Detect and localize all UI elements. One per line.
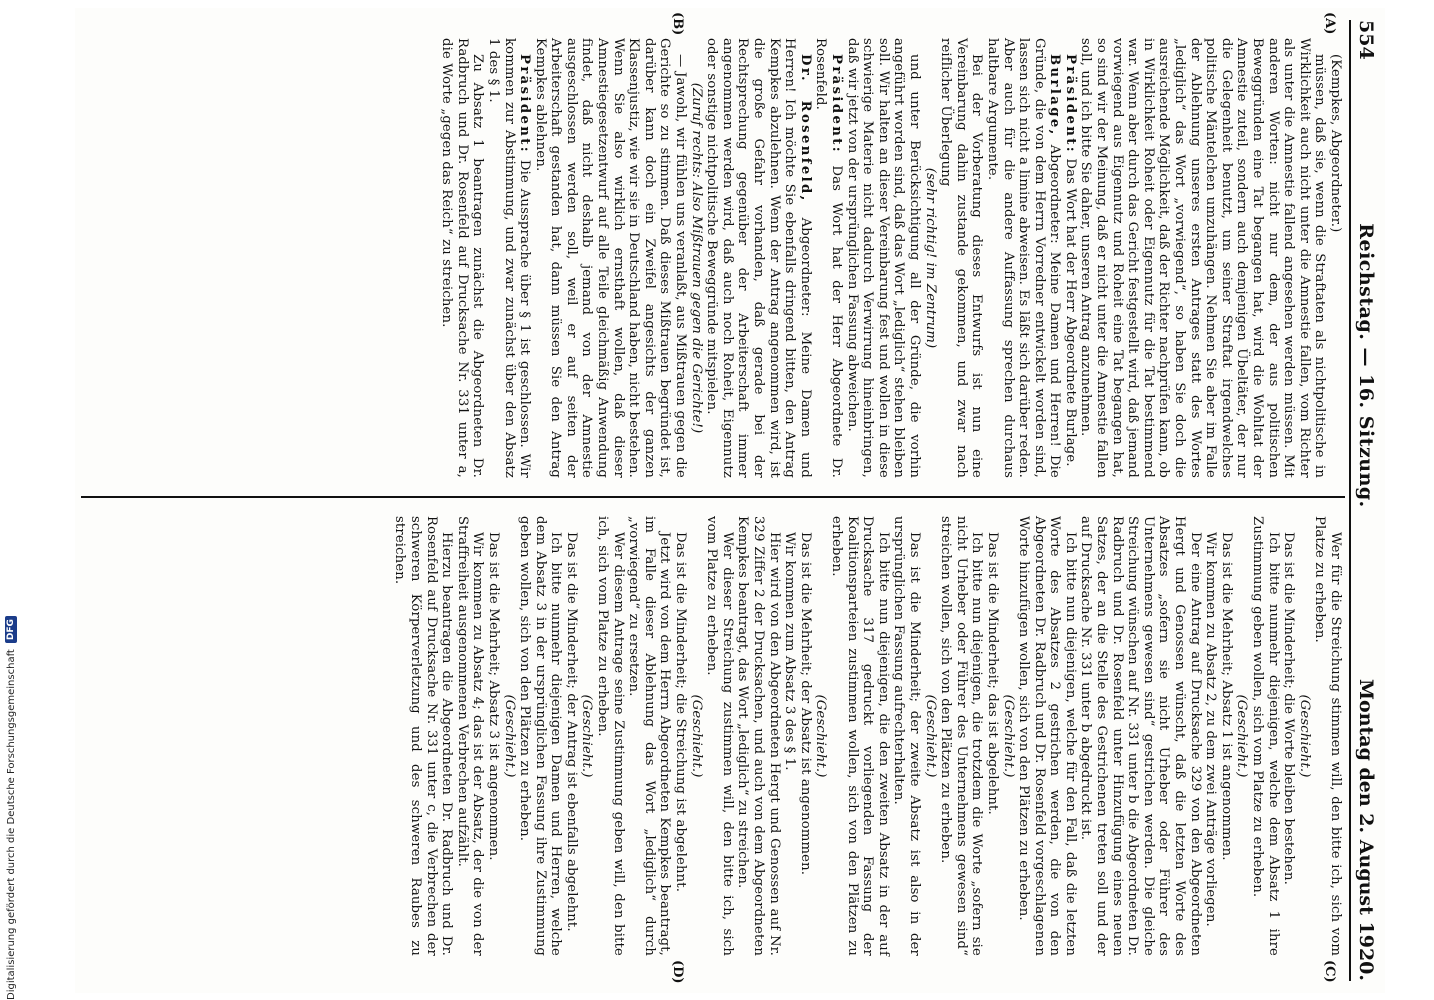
speech-text: Das Wort hat der Herr Abgeordnete Dr. Rosenfeld. xyxy=(813,38,844,478)
paragraph: Bei der Vorberatung dieses Entwurfs ist nun eine Vereinbarung dahin zustande gekommen, und zwar nach reiflicher Überlegung xyxy=(938,38,985,478)
paragraph: Ich bitte nunmehr diejenigen Damen und Herren, welche dem Absatz 3 in der ursprünglichen Fassung ihre Zustimmung geben wollen, sich von den Plätzen zu erheben. xyxy=(517,516,564,956)
paragraph: Das ist die Mehrheit; der Absatz ist angenommen. xyxy=(797,532,813,876)
speech-text: Abgeordneter: Meine Damen und Herren! Die Gründe, die von dem Herrn Vorredner entwickelt worden sind, lassen sich nicht a limine abweisen. Es läßt sich darüber reden. Aber auch für die andere Auffassung sprechen durchaus haltbare Argumente. xyxy=(984,38,1063,478)
speech-text: Die Aussprache über § 1 ist geschlossen. Wir kommen zur Abstimmung, und zwar zunächst über den Absatz 1 des § 1. xyxy=(485,38,533,478)
margin-mark-b: (B) xyxy=(670,12,685,36)
paragraph: Ich bitte nun diejenigen, welche für den Fall, daß die letzten Worte des Absatzes 2 gestrichen werden, die von den Abgeordneten Dr. Radbruch und Dr. Rosenfeld vorgeschlagenen Worte hinzufügen wollen, sich von den Plätzen zu erheben. xyxy=(1016,516,1078,956)
paragraph: Der eine Antrag auf Drucksache 329 von den Abgeordneten Hergt und Genossen wünscht, daß die letzten Worte des Absatzes „sofern sie nicht Urheber oder Führer des Unternehmens gewesen sind“ gestrichen werden. Die gleiche Streichung wünschen auf Nr. 331 unter b die Abgeordneten Dr. Radbruch und Dr. Rosenfeld unter Hinzufügung eines neuen Satzes, der an die Stelle des Gestrichenen treten soll und der auf Drucksache Nr. 331 unter b abgedruckt ist. xyxy=(1078,516,1203,956)
interjection: (sehr richtig! im Zentrum) xyxy=(922,167,938,349)
interjection: (Zuruf rechts: Also Mißtrauen gegen die Gerichte!) xyxy=(688,82,704,434)
dfg-logo-icon: DFG xyxy=(5,616,17,643)
speaker-name: Burlage, xyxy=(1047,54,1063,137)
paragraph: Wir kommen zu Absatz 4; das ist der Absatz, der die von der Straffreiheit ausgenommenen Verbrechen aufzählt. xyxy=(454,516,486,956)
speaker-paragraph xyxy=(1062,38,1078,478)
paragraph: Ich bitte nunmehr diejenigen, welche dem Absatz 1 ihre Zustimmung geben wollen, sich vom Platze zu erheben. xyxy=(1250,516,1281,956)
paragraph: Wer dieser Streichung zustimmen will, den bitte ich, sich vom Platze zu erheben. xyxy=(704,516,735,956)
speaker-name: Präsident: xyxy=(1062,54,1078,155)
header-title: Reichstag. — 16. Sitzung. xyxy=(1355,223,1377,508)
speaker-paragraph xyxy=(813,38,844,478)
paragraph: Ich bitte nun diejenigen, die trotzdem die Worte „sofern sie nicht Urheber oder Führer des Unternehmens gewesen sind“ streichen wollen, sich von den Plätzen zu erheben. xyxy=(938,516,985,956)
speaker-paragraph xyxy=(704,38,813,478)
speaker-name: Präsident: xyxy=(829,54,844,155)
digitization-credit xyxy=(2,10,20,1000)
paragraph: Das ist die Minderheit; das ist abgelehnt. xyxy=(984,532,1000,815)
paragraph: (Kempkes, Abgeordneter.) xyxy=(1328,54,1343,233)
interjection: (Geschieht.) xyxy=(1296,694,1312,778)
paragraph: Hier wird von den Abgeordneten Hergt und Genossen auf Nr. 329 Ziffer 2 der Drucksachen, und auch von dem Abgeordneten Kempkes beantragt, das Wort „lediglich“ zu streichen. xyxy=(735,516,782,956)
credit-text: Digitalisierung gefördert durch die Deutsche Forschungsgemeinschaft xyxy=(5,649,17,1000)
paragraph: Jetzt wird von dem Herrn Abgeordneten Kempkes beantragt, im Falle dieser Ablehnung das Wort „lediglich“ durch „vorwiegend“ zu ersetzen. xyxy=(626,516,673,956)
running-header xyxy=(1349,20,1381,981)
margin-mark-c: (C) xyxy=(1322,960,1337,983)
speaker-name: Präsident: xyxy=(517,54,533,155)
margin-mark-d: (D) xyxy=(670,960,685,984)
left-column xyxy=(85,38,1343,478)
paragraph: Wir kommen zu Absatz 2, zu dem zwei Anträge vorliegen. xyxy=(1203,532,1219,927)
interjection: (Geschieht.) xyxy=(501,694,517,778)
right-column xyxy=(85,516,1343,956)
scanned-page xyxy=(75,8,1385,993)
margin-mark-a: (A) xyxy=(1322,12,1337,35)
speech-text: Abgeordneter: Meine Damen und Herren! Ich möchte Sie ebenfalls dringend bitten, den Antrag Kempkes abzulehnen. Wenn der Antrag angenommen wird, ist die große Gefahr vorhanden, daß gerade bei der Rechtsprechung gegenüber der Arbeiterschaft immer angenommen werden wird, daß auch noch Roheit, Eigennutz oder sonstige nichtpolitische Beweggründe mitspielen. xyxy=(704,38,813,478)
paragraph: Das ist die Minderheit; der Antrag ist ebenfalls abgelehnt. xyxy=(563,532,579,932)
paragraph: — Jawohl, wir fühlen uns veranlaßt, aus Mißtrauen gegen die Gerichte so zu stimmen. Daß dieses Mißtrauen begründet ist, darüber kann doch ein Zweifel angesichts der ganzen Klassenjustiz, wie wir sie in Deutschland haben, nicht bestehen. Wenn Sie also wirklich ernsthaft wollen, daß dieser Amnestiegesetzentwurf auf alle Teile gleichmäßig Anwendung findet, daß nicht deshalb jemand von der Amnestie ausgeschlossen werden soll, weil er auf seiten der Arbeiterschaft gestanden hat, dann müssen Sie den Antrag Kempkes ablehnen. xyxy=(532,38,689,478)
paragraph: Wir kommen zum Absatz 3 des § 1. xyxy=(782,532,798,771)
speaker-name: Dr. Rosenfeld, xyxy=(797,54,813,203)
speaker-paragraph xyxy=(984,38,1062,478)
paragraph: Das ist die Minderheit; die Streichung ist abgelehnt. xyxy=(673,532,689,893)
interjection: (Geschieht.) xyxy=(813,694,829,778)
speaker-paragraph xyxy=(485,38,532,478)
paragraph: Das ist die Mehrheit; Absatz 3 ist angenommen. xyxy=(485,532,501,861)
paragraph: und unter Berücksichtigung all der Gründe, die vorhin angeführt worden sind, daß das Wort „lediglich“ stehen bleiben soll. Wir halten an dieser Vereinbarung fest und wollen in diese schwierige Materie nicht dadurch Verwirrung hineinbringen, daß wir jetzt von der ursprünglichen Fassung abweichen. xyxy=(844,38,922,478)
page-number: 554 xyxy=(1355,20,1377,60)
paragraph: müssen, daß sie, wenn die Straftaten als nichtpolitische in Wirklichkeit auch nicht unter die Amnestie fallen, vom Richter als unter die Amnestie fallend angesehen werden müssen. Mit anderen Worten: nicht nur dem, der aus politischen Beweggründen eine Tat begangen hat, wird die Wohltat der Amnestie zuteil, sondern auch demjenigen Übeltäter, der nur die Gelegenheit benutzt, um seiner Straftat irgendwelches politische Mäntelchen umzuhängen. Nehmen Sie aber im Falle der Ablehnung unseres ersten Antrages statt des Wortes „lediglich“ das Wort „vorwiegend“, so haben Sie doch die ausreichende Möglichkeit, daß der Richter nachprüfen kann, ob in Wirklichkeit Roheit oder Eigennutz für die Tat bestimmend war. Wenn aber durch das Gericht festgestellt wird, daß jemand vorwiegend aus Eigennutz und Roheit eine Tat begangen hat, so sind wir der Meinung, daß er nicht unter die Amnestie fallen soll, und ich bitte Sie daher, unseren Antrag anzunehmen. xyxy=(1078,38,1328,478)
paragraph: Hierzu beantragen die Abgeordneten Dr. Radbruch und Dr. Rosenfeld auf Drucksache Nr. 331 unter c, die Verbrechen der schweren Körperverletzung und des schweren Raubes zu streichen. xyxy=(392,516,455,956)
paragraph: Das ist die Minderheit; die Worte bleiben bestehen. xyxy=(1281,532,1297,885)
paragraph: Das ist die Mehrheit; Absatz 1 ist angenommen. xyxy=(1218,532,1234,861)
column-divider xyxy=(81,496,1345,498)
speech-text: Das Wort hat der Herr Abgeordnete Burlage. xyxy=(1062,154,1078,467)
paragraph: Das ist die Minderheit; der zweite Absatz ist also in der ursprünglichen Fassung aufrechterhalten. xyxy=(891,516,922,956)
interjection: (Geschieht.) xyxy=(922,694,938,778)
header-date: Montag den 2. August 1920. xyxy=(1355,679,1377,981)
paragraph: Zu Absatz 1 beantragen zunächst die Abgeordneten Dr. Radbruch und Dr. Rosenfeld auf Drucksache Nr. 331 unter a, die Worte „gegen das Reich“ zu streichen. xyxy=(439,38,486,478)
interjection: (Geschieht.) xyxy=(1000,694,1016,778)
paragraph: Ich bitte nun diejenigen, die den zweiten Absatz in der auf Drucksache 317 gedruckt vorliegenden Fassung der Koalitionsparteien zustimmen wollen, sich von den Plätzen zu erheben. xyxy=(829,516,891,956)
interjection: (Geschieht.) xyxy=(579,694,595,778)
interjection: (Geschieht.) xyxy=(688,694,704,778)
interjection: (Geschieht.) xyxy=(1234,694,1250,778)
paragraph: Wer diesem Antrage seine Zustimmung geben will, den bitte ich, sich vom Platze zu erheben. xyxy=(595,516,626,956)
paragraph: Wer für die Streichung stimmen will, den bitte ich, sich vom Platze zu erheben. xyxy=(1312,516,1343,956)
